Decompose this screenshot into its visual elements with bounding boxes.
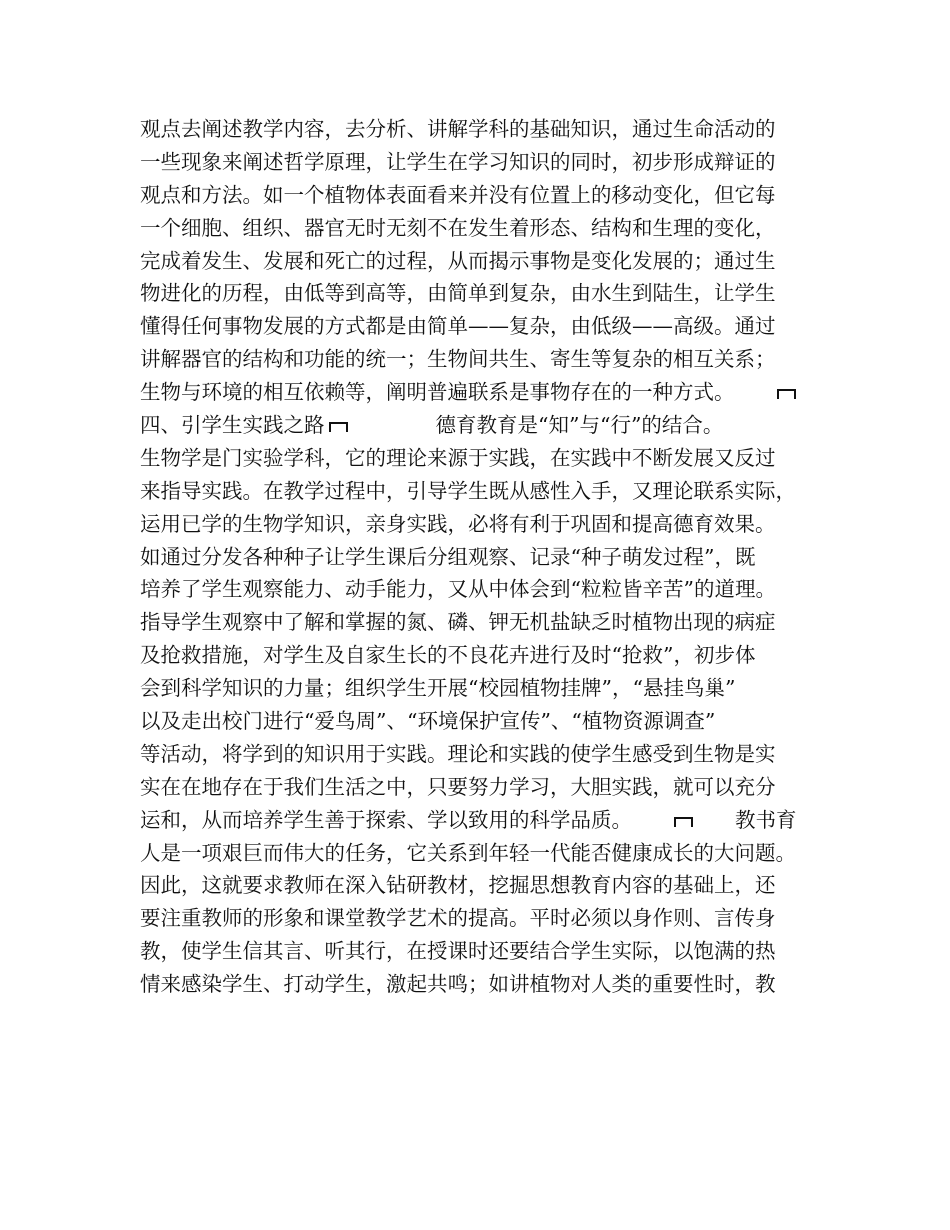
- text-line: 指导学生观察中了解和掌握的氮、磷、钾无机盐缺乏时植物出现的病症: [140, 610, 776, 635]
- section-heading: 四、引学生实践之路: [140, 413, 325, 438]
- text-line: 会到科学知识的力量；组织学生开展“校园植物挂牌”，“悬挂鸟巢”: [140, 676, 736, 701]
- paragraph-break-icon: [329, 422, 348, 434]
- text-line: 观点去阐述教学内容，去分析、讲解学科的基础知识，通过生命活动的: [140, 117, 776, 141]
- text-line-content: 教书育: [735, 807, 797, 832]
- text-line: 物进化的历程，由低等到高等，由简单到复杂，由水生到陆生，让学生: [140, 281, 776, 306]
- paragraph-break-icon: [777, 389, 796, 401]
- text-line: [140, 804, 840, 837]
- text-line: 因此，这就要求教师在深入钻研教材，挖掘思想教育内容的基础上，还: [140, 873, 776, 898]
- text-line: 一个细胞、组织、器官无时无刻不在发生着形态、结构和生理的变化，: [140, 215, 776, 240]
- text-line-content: 生物与环境的相互依赖等，阐明普遍联系是事物存在的一种方式。: [140, 380, 735, 405]
- text-line: 一些现象来阐述哲学原理，让学生在学习知识的同时，初步形成辩证的: [140, 149, 776, 174]
- paragraph-break-icon: [674, 817, 693, 829]
- text-line: 运用已学的生物学知识，亲身实践，必将有利于巩固和提高德育效果。: [140, 511, 776, 536]
- text-line: 讲解器官的结构和功能的统一；生物间共生、寄生等复杂的相互关系；: [140, 347, 776, 372]
- text-line: [140, 376, 840, 409]
- text-line: 培养了学生观察能力、动手能力，又从中体会到“粒粒皆辛苦”的道理。: [140, 577, 776, 602]
- text-line: 人是一项艰巨而伟大的任务，它关系到年轻一代能否健康成长的大问题。: [140, 840, 796, 865]
- text-line: 及抢救措施，对学生及自家生长的不良花卉进行及时“抢救”，初步体: [140, 643, 756, 668]
- body-text: [140, 113, 840, 1001]
- text-line: 来指导实践。在教学过程中，引导学生既从感性入手，又理论联系实际，: [140, 478, 796, 503]
- text-line: 完成着发生、发展和死亡的过程，从而揭示事物是变化发展的；通过生: [140, 248, 776, 273]
- text-line: 要注重教师的形象和课堂教学艺术的提高。平时必须以身作则、言传身: [140, 906, 776, 931]
- text-line: 等活动，将学到的知识用于实践。理论和实践的使学生感受到生物是实: [140, 741, 776, 766]
- text-line-content: 运和，从而培养学生善于探索、学以致用的科学品质。: [140, 807, 632, 832]
- text-line: 实在在地存在于我们生活之中，只要努力学习，大胆实践，就可以充分: [140, 774, 776, 799]
- text-line: 如通过分发各种种子让学生课后分组观察、记录“种子萌发过程”，既: [140, 544, 756, 569]
- text-line: 以及走出校门进行“爱鸟周”、“环境保护宣传”、“植物资源调查”: [140, 709, 716, 734]
- text-line: 生物学是门实验学科，它的理论来源于实践，在实践中不断发展又反过: [140, 445, 776, 470]
- section-heading-line: [140, 409, 840, 442]
- text-line: 懂得任何事物发展的方式都是由简单——复杂，由低级——高级。通过: [140, 314, 776, 339]
- text-line: 教，使学生信其言、听其行，在授课时还要结合学生实际，以饱满的热: [140, 939, 776, 964]
- text-line: 情来感染学生、打动学生，激起共鸣；如讲植物对人类的重要性时，教: [140, 972, 776, 997]
- text-line-content: 德育教育是“知”与“行”的结合。: [435, 413, 724, 438]
- text-line: 观点和方法。如一个植物体表面看来并没有位置上的移动变化，但它每: [140, 182, 776, 207]
